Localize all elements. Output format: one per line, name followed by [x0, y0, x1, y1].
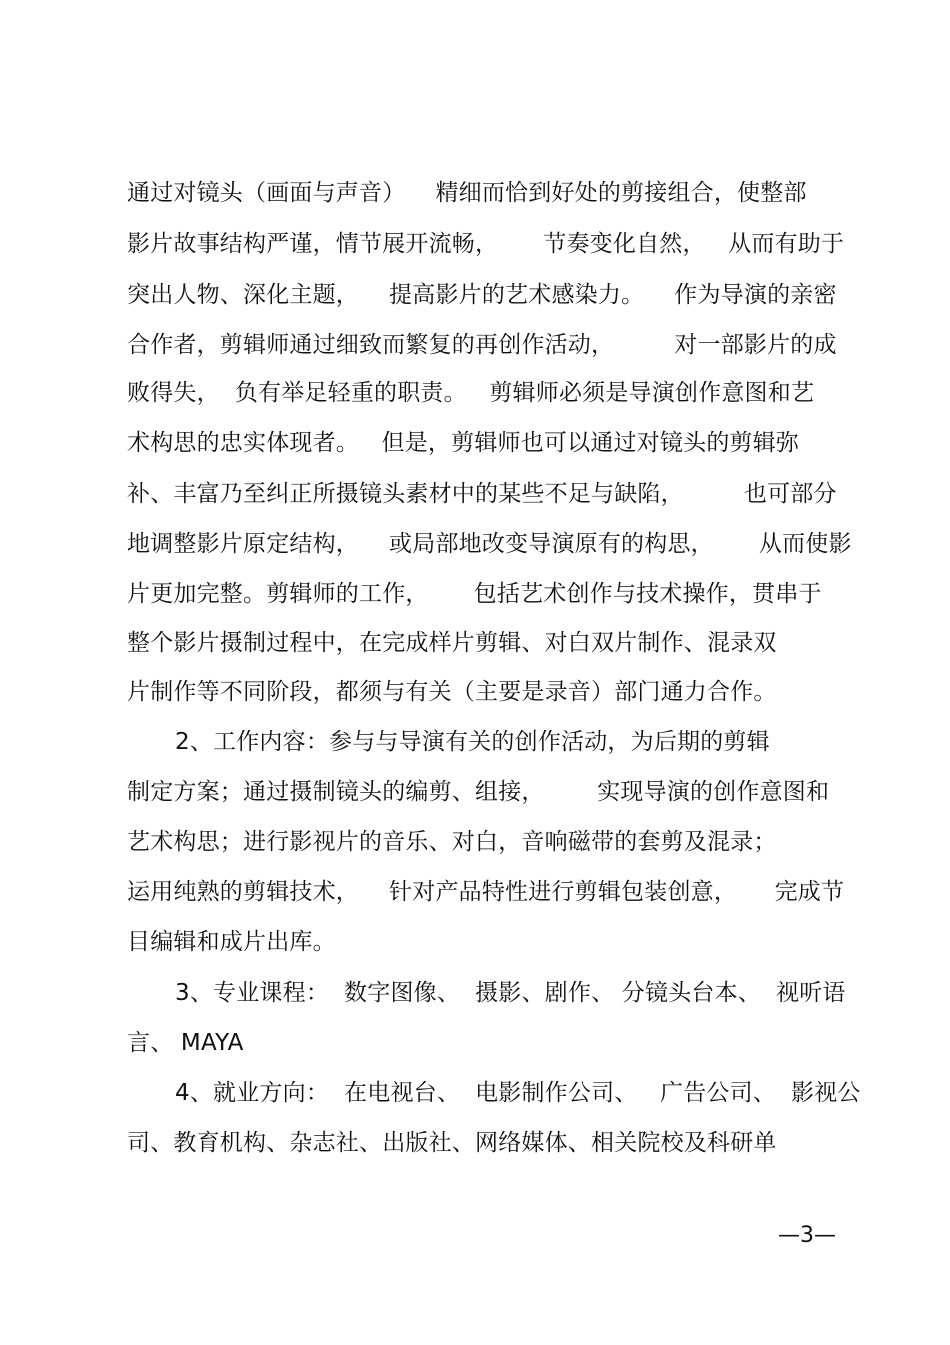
text-line: 制定方案；通过摄制镜头的编剪、组接， 实现导演的创作意图和 — [127, 779, 830, 805]
text-line: 整个影片摄制过程中，在完成样片剪辑、对白双片制作、混录双 — [127, 630, 777, 656]
text-line: 艺术构思；进行影视片的音乐、对白，音响磁带的套剪及混录； — [127, 829, 777, 855]
text-line: 通过对镜头（画面与声音） 精细而恰到好处的剪接组合，使整部 — [127, 180, 807, 206]
text-line: 影片故事结构严谨，情节展开流畅， 节奏变化自然， 从而有助于 — [127, 231, 845, 257]
text-line: 补、丰富乃至纠正所摄镜头素材中的某些不足与缺陷， 也可部分 — [127, 481, 837, 507]
text-line: 突出人物、深化主题， 提高影片的艺术感染力。 作为导演的亲密 — [127, 282, 837, 308]
text-line: 地调整影片原定结构， 或局部地改变导演原有的构思， 从而使影 — [127, 531, 852, 557]
text-line: 言、 MAYA — [127, 1030, 244, 1056]
text-line: 合作者，剪辑师通过细致而繁复的再创作活动， 对一部影片的成 — [127, 332, 837, 358]
text-line: 运用纯熟的剪辑技术， 针对产品特性进行剪辑包装创意， 完成节 — [127, 879, 845, 905]
text-line: 术构思的忠实体现者。 但是，剪辑师也可以通过对镜头的剪辑弥 — [127, 430, 800, 456]
text-line: 目编辑和成片出库。 — [127, 929, 336, 955]
section-heading-employment: 4、就业方向： 在电视台、 电影制作公司、 广告公司、 影视公 — [175, 1080, 861, 1106]
text-line: 片更加完整。剪辑师的工作， 包括艺术创作与技术操作，贯串于 — [127, 581, 822, 607]
text-line: 片制作等不同阶段，都须与有关（主要是录音）部门通力合作。 — [127, 679, 777, 705]
text-line: 司、教育机构、杂志社、出版社、网络媒体、相关院校及科研单 — [127, 1130, 777, 1156]
page-number: —3— — [778, 1223, 836, 1248]
text-line: 败得失， 负有举足轻重的职责。 剪辑师必须是导演创作意图和艺 — [127, 380, 815, 406]
section-heading-courses: 3、专业课程： 数字图像、 摄影、剧作、 分镜头台本、 视听语 — [175, 980, 846, 1006]
section-heading-work-content: 2、工作内容：参与与导演有关的创作活动，为后期的剪辑 — [175, 729, 770, 755]
